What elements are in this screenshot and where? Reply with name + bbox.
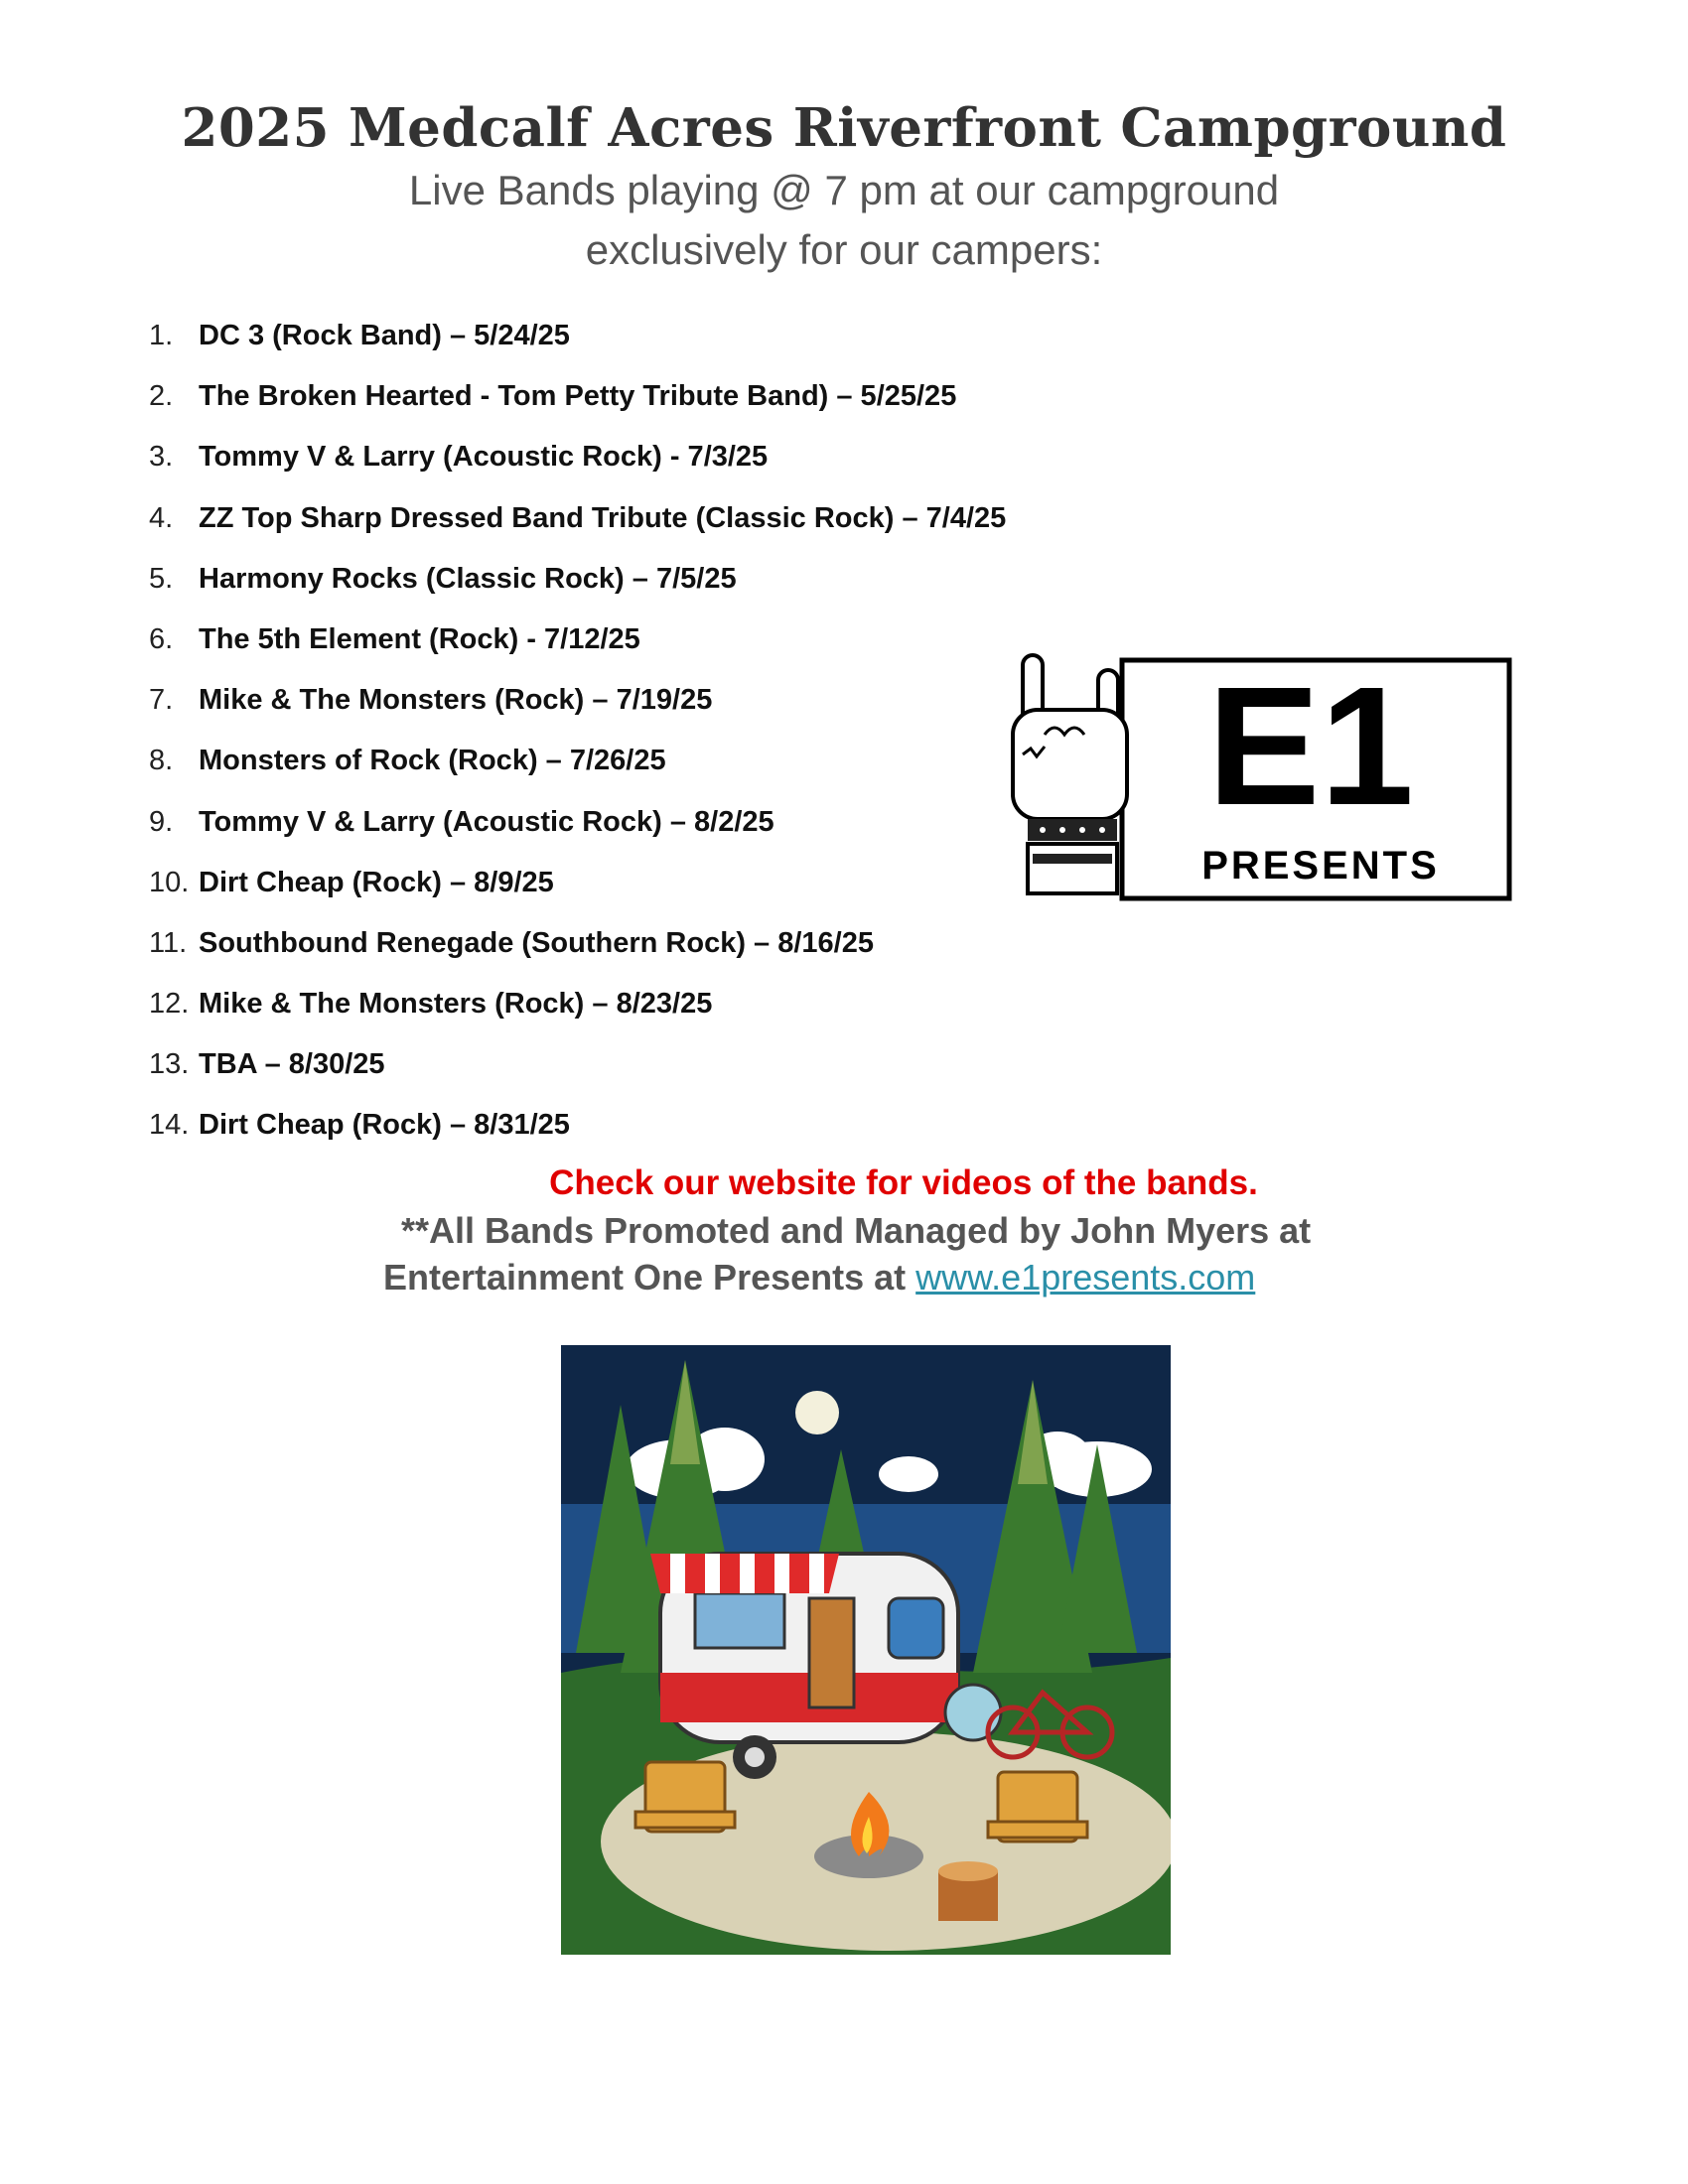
item-text: Monsters of Rock (Rock) – 7/26/25: [199, 745, 666, 777]
item-number: 14.: [149, 1109, 190, 1142]
list-item: [149, 802, 1006, 863]
website-notice: Check our website for videos of the bands.: [549, 1163, 1258, 1202]
item-number: 5.: [149, 562, 174, 595]
list-item: [149, 863, 1006, 923]
promo-line-2-text: Entertainment One Presents at: [383, 1257, 916, 1297]
item-number: 11.: [149, 926, 188, 959]
item-text: Southbound Renegade (Southern Rock) – 8/16/25: [199, 926, 874, 959]
list-item: [149, 316, 1006, 376]
item-text: Tommy V & Larry (Acoustic Rock) – 8/2/25: [199, 805, 774, 838]
website-link[interactable]: www.e1presents.com: [915, 1257, 1256, 1297]
item-text: DC 3 (Rock Band) – 5/24/25: [199, 320, 570, 351]
item-text: ZZ Top Sharp Dressed Band Tribute (Classic Rock) – 7/4/25: [199, 501, 1007, 534]
item-text: Mike & The Monsters (Rock) – 7/19/25: [199, 684, 713, 717]
e1-presents-logo: [1003, 640, 1519, 908]
promo-text: [383, 1207, 1311, 1300]
subtitle-line-1: Live Bands playing @ 7 pm at our campground: [408, 167, 1280, 213]
logo-mark: E1: [1207, 652, 1414, 841]
list-item: [149, 376, 1006, 437]
item-number: 6.: [149, 622, 174, 655]
page-title: 2025 Medcalf Acres Riverfront Campground: [181, 97, 1507, 159]
promo-line-2: [383, 1254, 1311, 1300]
item-number: 4.: [149, 501, 174, 534]
list-item: [149, 1105, 1006, 1165]
item-number: 8.: [149, 745, 174, 777]
item-number: 13.: [149, 1048, 190, 1081]
list-item: [149, 1044, 1006, 1105]
list-item: [149, 437, 1006, 497]
list-item: [149, 680, 1006, 741]
list-item: [149, 741, 1006, 801]
promo-line-1: **All Bands Promoted and Managed by John Myers at: [401, 1210, 1312, 1251]
subtitle-line-2: exclusively for our campers:: [585, 226, 1103, 273]
item-text: Tommy V & Larry (Acoustic Rock) - 7/3/25: [199, 441, 769, 474]
item-text: Dirt Cheap (Rock) – 8/9/25: [199, 866, 554, 898]
item-text: TBA – 8/30/25: [199, 1048, 385, 1081]
item-number: 9.: [149, 805, 174, 838]
item-number: 12.: [149, 988, 190, 1021]
item-text: Dirt Cheap (Rock) – 8/31/25: [199, 1109, 570, 1142]
list-item: [149, 619, 1006, 680]
item-number: 10.: [149, 866, 190, 898]
campground-illustration: [561, 1345, 1171, 1955]
item-number: 7.: [149, 684, 174, 717]
logo-word: PRESENTS: [1201, 844, 1440, 887]
band-list: [149, 316, 1006, 1166]
rock-hand-icon: [1013, 655, 1127, 893]
list-item: [149, 984, 1006, 1044]
list-item: [149, 498, 1006, 559]
item-text: The 5th Element (Rock) - 7/12/25: [199, 622, 640, 655]
item-number: 1.: [149, 320, 174, 351]
item-text: The Broken Hearted - Tom Petty Tribute Band) – 5/25/25: [199, 380, 957, 413]
list-item: [149, 559, 1006, 619]
item-number: 3.: [149, 441, 174, 474]
item-text: Mike & The Monsters (Rock) – 8/23/25: [199, 988, 713, 1021]
item-text: Harmony Rocks (Classic Rock) – 7/5/25: [199, 562, 737, 595]
list-item: [149, 923, 1006, 984]
item-number: 2.: [149, 380, 174, 413]
